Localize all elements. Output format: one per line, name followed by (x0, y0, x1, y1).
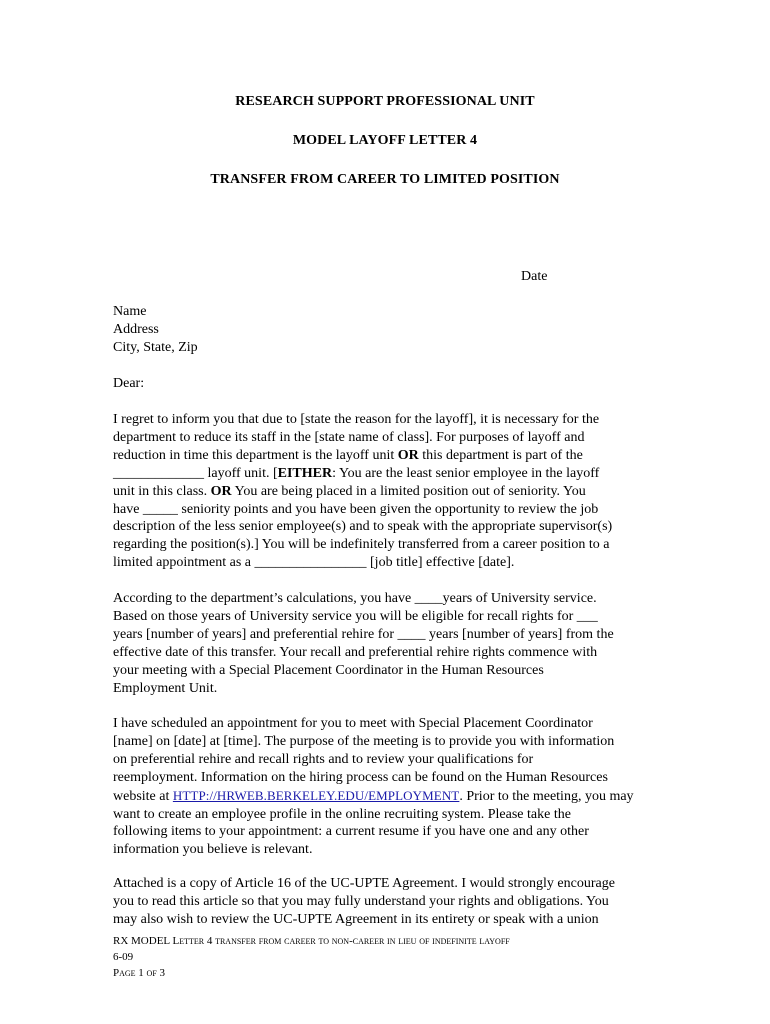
paragraph-line: your meeting with a Special Placement Coordinator in the Human Resources (113, 662, 544, 678)
recipient-address-block (113, 303, 661, 357)
hr-employment-link[interactable]: HTTP://HRWEB.BERKELEY.EDU/EMPLOYMENT (172, 787, 460, 803)
paragraph-line: regarding the position(s).] You will be indefinitely transferred from a career position to a (113, 537, 610, 553)
paragraph-line: have _____ seniority points and you have been given the opportunity to review the job (113, 501, 599, 517)
paragraph-line (113, 483, 661, 501)
paragraph-line: [name] on [date] at [time]. The purpose of the meeting is to provide you with information (113, 733, 615, 749)
page-footer (113, 933, 673, 981)
paragraph-appointment (113, 715, 661, 859)
paragraph-line (113, 787, 661, 806)
paragraph-line: Attached is a copy of Article 16 of the UC-UPTE Agreement. I would strongly encourage (113, 876, 615, 891)
document-heading-unit: RESEARCH SUPPORT PROFESSIONAL UNIT (235, 94, 535, 109)
bold-or: OR (397, 447, 419, 463)
paragraph-line: According to the department’s calculations, you have ____years of University service. (113, 591, 597, 606)
date-placeholder: Date (521, 269, 548, 284)
recipient-city: City, State, Zip (113, 339, 198, 355)
text-run: unit in this class. (113, 483, 211, 499)
footer-doc-title: RX MODEL Letter 4 transfer from career to non-career in lieu of indefinite layoff (113, 935, 510, 947)
document-heading-letter: MODEL LAYOFF LETTER 4 (292, 133, 478, 148)
footer-page-number: Page 1 of 3 (113, 967, 166, 979)
paragraph-line: I regret to inform you that due to [state the reason for the layoff], it is necessary for the (113, 412, 600, 427)
paragraph-line (113, 447, 661, 465)
paragraph-line: Based on those years of University service you will be eligible for recall rights for ___ (113, 608, 598, 624)
bold-or: OR (210, 483, 232, 499)
text-run: reduction in time this department is the layoff unit (113, 447, 398, 463)
text-run: You are being placed in a limited position out of seniority. You (231, 483, 586, 499)
paragraph-line (113, 465, 661, 483)
paragraph-line: effective date of this transfer. Your recall and preferential rehire rights commence with (113, 644, 598, 660)
paragraph-line: following items to your appointment: a current resume if you have one and any other (113, 824, 589, 840)
paragraph-line: I have scheduled an appointment for you to meet with Special Placement Coordinator (113, 716, 593, 731)
text-run: . Prior to the meeting, you may (459, 788, 634, 804)
footer-revision: 6-09 (113, 951, 134, 963)
recipient-name: Name (113, 304, 147, 319)
paragraph-line: limited appointment as a ________________ [job title] effective [date]. (113, 555, 515, 571)
document-heading-subject: TRANSFER FROM CAREER TO LIMITED POSITION (210, 172, 560, 187)
text-run: _____________ layoff unit. [ (113, 465, 278, 481)
text-run: : You are the least senior employee in the layoff (332, 465, 600, 481)
paragraph-line: want to create an employee profile in the online recruiting system. Please take the (113, 806, 571, 822)
paragraph-article-16 (113, 875, 661, 929)
paragraph-service-calculation (113, 590, 661, 697)
text-run: this department is part of the (418, 447, 583, 463)
paragraph-layoff-notice (113, 411, 661, 572)
paragraph-line: may also wish to review the UC-UPTE Agreement in its entirety or speak with a union (113, 911, 599, 927)
recipient-address: Address (113, 321, 159, 337)
paragraph-line: on preferential rehire and recall rights and to review your qualifications for (113, 751, 534, 767)
paragraph-line: department to reduce its staff in the [state name of class]. For purposes of layoff and (113, 429, 585, 445)
paragraph-line: reemployment. Information on the hiring process can be found on the Human Resources (113, 769, 608, 785)
salutation: Dear: (113, 376, 145, 391)
paragraph-line: years [number of years] and preferential rehire for ____ years [number of years] from the (113, 626, 614, 642)
bold-either: EITHER (277, 465, 333, 481)
text-run: website at (113, 788, 173, 804)
paragraph-line: Employment Unit. (113, 680, 218, 696)
paragraph-line: you to read this article so that you may fully understand your rights and obligations. You (113, 893, 609, 909)
paragraph-line: description of the less senior employee(s) and to speak with the appropriate supervisor(s) (113, 519, 613, 535)
paragraph-line: information you believe is relevant. (113, 842, 313, 858)
